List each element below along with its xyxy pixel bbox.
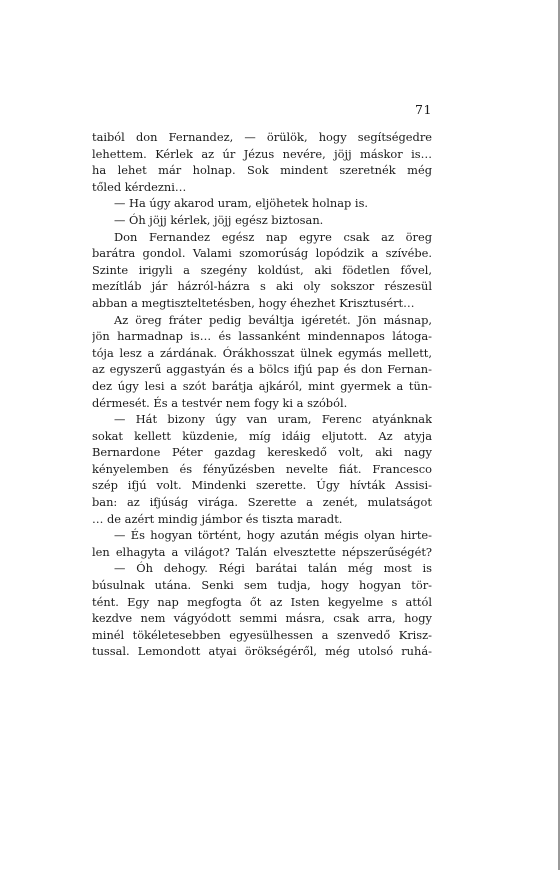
text-line: szép ifjú volt. Mindenki szerette. Úgy hívták Assisi- bbox=[92, 478, 432, 493]
text-line: tént. Egy nap megfogta őt az Isten kegyelme s attól bbox=[92, 594, 432, 609]
text-line: dérmesét. És a testvér nem fogy ki a szóból. bbox=[92, 395, 348, 410]
text-line: — Hát bizony úgy van uram, Ferenc atyánknak bbox=[114, 412, 432, 427]
text-line: kényelemben és fényűzésben nevelte fiát. Francesco bbox=[92, 461, 432, 476]
text-line: dez úgy lesi a szót barátja ajkáról, mint gyermek a tün- bbox=[92, 378, 432, 393]
text-line: len elhagyta a világot? Talán elvesztette népszerűségét? bbox=[92, 544, 432, 559]
body-text bbox=[92, 129, 432, 660]
text-line: ha lehet már holnap. Sok mindent szeretnék még bbox=[92, 163, 432, 178]
text-line: kezdve nem vágyódott semmi másra, csak arra, hogy bbox=[92, 611, 432, 626]
text-line: minél tökéletesebben egyesülhessen a szenvedő Krisz- bbox=[92, 627, 432, 642]
text-line: Bernardone Péter gazdag kereskedő volt, aki nagy bbox=[92, 445, 432, 460]
text-line: — Óh dehogy. Régi barátai talán még most is bbox=[114, 561, 432, 576]
text-line: … de azért mindig jámbor és tiszta maradt. bbox=[92, 511, 343, 526]
text-line: búsulnak utána. Senki sem tudja, hogy hogyan tör- bbox=[92, 578, 432, 593]
text-line: — Óh jöjj kérlek, jöjj egész biztosan. bbox=[114, 212, 324, 227]
text-line: jön harmadnap is… és lassanként mindennapos látoga- bbox=[92, 329, 432, 344]
text-line: ban: az ifjúság virága. Szerette a zenét, mulatságot bbox=[92, 495, 432, 510]
text-line: sokat kellett küzdenie, míg idáig eljutott. Az atyja bbox=[92, 428, 432, 443]
text-line: tussal. Lemondott atyai örökségéről, még utolsó ruhá- bbox=[92, 644, 432, 659]
text-line: Az öreg fráter pedig beváltja igéretét. Jön másnap, bbox=[114, 312, 432, 327]
text-line: tőled kérdezni… bbox=[92, 179, 187, 194]
text-line: az egyszerű aggastyán és a bölcs ifjú pap és don Fernan- bbox=[92, 362, 432, 377]
text-line: barátra gondol. Valami szomorúság lopódzik a szívébe. bbox=[92, 246, 432, 261]
text-line: lehettem. Kérlek az úr Jézus nevére, jöjj máskor is… bbox=[92, 146, 432, 161]
page-number: 71 bbox=[415, 102, 432, 117]
text-line: — Ha úgy akarod uram, eljöhetek holnap is. bbox=[114, 196, 369, 211]
text-line: — És hogyan történt, hogy azután mégis olyan hirte- bbox=[114, 528, 432, 543]
text-line: tója lesz a zárdának. Órákhosszat ülnek egymás mellett, bbox=[92, 345, 432, 360]
text-line: abban a megtiszteltetésben, hogy éhezhet Krisztusért… bbox=[92, 295, 415, 310]
text-line: taiból don Fernandez, — örülök, hogy segítségedre bbox=[92, 130, 432, 144]
text-line: Don Fernandez egész nap egyre csak az öreg bbox=[114, 229, 432, 244]
text-line: Szinte irigyli a szegény koldúst, aki födetlen fővel, bbox=[92, 262, 432, 277]
text-line: mezítláb jár házról-házra s aki oly sokszor részesül bbox=[92, 279, 432, 294]
